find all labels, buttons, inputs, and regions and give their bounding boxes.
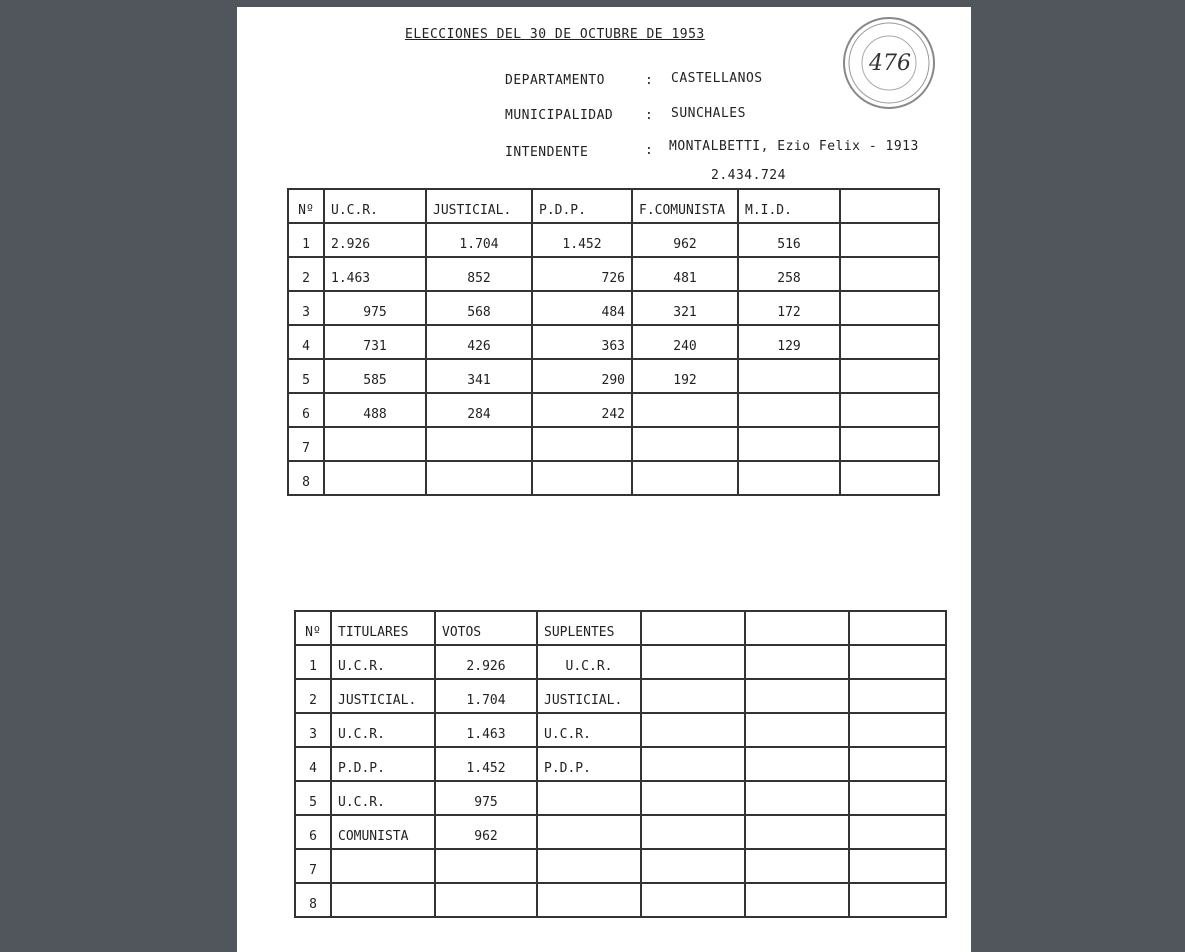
- cell-titular: U.C.R.: [331, 781, 435, 815]
- table-row: [288, 359, 939, 393]
- row-number: 8: [288, 461, 324, 495]
- header-sep: :: [645, 143, 654, 158]
- cell-ucr: 2.926: [324, 223, 426, 257]
- row-number: 3: [288, 291, 324, 325]
- header-cell: TITULARES: [331, 611, 435, 645]
- table-row: [295, 747, 946, 781]
- cell-justicial: 341: [426, 359, 532, 393]
- cell-titular: COMUNISTA: [331, 815, 435, 849]
- cell-empty: [641, 815, 745, 849]
- cell-pdp: 484: [532, 291, 632, 325]
- cell-titular: JUSTICIAL.: [331, 679, 435, 713]
- cell-empty: [840, 359, 939, 393]
- cell-empty: [849, 645, 946, 679]
- cell-ucr: 975: [324, 291, 426, 325]
- cell-empty: [745, 713, 849, 747]
- row-number: 2: [295, 679, 331, 713]
- cell-justicial: 284: [426, 393, 532, 427]
- cell-empty: [641, 883, 745, 917]
- cell-mid: [738, 359, 840, 393]
- table-row: [288, 291, 939, 325]
- header-cell: F.COMUNISTA: [632, 189, 738, 223]
- row-number: 7: [288, 427, 324, 461]
- cell-empty: [849, 781, 946, 815]
- cell-mid: [738, 461, 840, 495]
- cell-pdp: 726: [532, 257, 632, 291]
- header-label-municipalidad: MUNICIPALIDAD: [505, 108, 614, 123]
- cell-justicial: [426, 427, 532, 461]
- cell-titular: [331, 849, 435, 883]
- cell-justicial: 1.704: [426, 223, 532, 257]
- table-header-row: [295, 611, 946, 645]
- header-cell: [641, 611, 745, 645]
- row-number: 5: [295, 781, 331, 815]
- cell-empty: [840, 461, 939, 495]
- header-value-intendente: MONTALBETTI, Ezio Felix - 1913: [669, 139, 919, 154]
- cell-empty: [840, 257, 939, 291]
- cell-comunista: 481: [632, 257, 738, 291]
- row-number: 3: [295, 713, 331, 747]
- cell-empty: [745, 645, 849, 679]
- id-number: 2.434.724: [711, 168, 786, 183]
- header-label-departamento: DEPARTAMENTO: [505, 73, 605, 88]
- row-number: 1: [288, 223, 324, 257]
- table-row: [288, 461, 939, 495]
- cell-ucr: 488: [324, 393, 426, 427]
- row-number: 7: [295, 849, 331, 883]
- cell-votos: 1.463: [435, 713, 537, 747]
- header-cell: M.I.D.: [738, 189, 840, 223]
- cell-suplente: JUSTICIAL.: [537, 679, 641, 713]
- cell-votos: 975: [435, 781, 537, 815]
- table-row: [295, 815, 946, 849]
- cell-mid: [738, 393, 840, 427]
- cell-comunista: 321: [632, 291, 738, 325]
- cell-votos: [435, 883, 537, 917]
- table-row: [288, 257, 939, 291]
- cell-comunista: 962: [632, 223, 738, 257]
- cell-empty: [745, 849, 849, 883]
- cell-ucr: 731: [324, 325, 426, 359]
- cell-empty: [849, 815, 946, 849]
- cell-empty: [840, 325, 939, 359]
- cell-suplente: U.C.R.: [537, 713, 641, 747]
- table-row: [288, 223, 939, 257]
- cell-comunista: [632, 427, 738, 461]
- cell-empty: [840, 223, 939, 257]
- header-cell: [840, 189, 939, 223]
- seats-table: [294, 610, 947, 918]
- cell-mid: 258: [738, 257, 840, 291]
- cell-suplente: P.D.P.: [537, 747, 641, 781]
- cell-comunista: [632, 461, 738, 495]
- cell-suplente: U.C.R.: [537, 645, 641, 679]
- cell-mid: 516: [738, 223, 840, 257]
- header-cell: Nº: [295, 611, 331, 645]
- cell-pdp: [532, 427, 632, 461]
- cell-pdp: 242: [532, 393, 632, 427]
- cell-empty: [849, 679, 946, 713]
- cell-titular: [331, 883, 435, 917]
- table-row: [295, 645, 946, 679]
- cell-ucr: [324, 461, 426, 495]
- cell-empty: [641, 679, 745, 713]
- cell-justicial: 426: [426, 325, 532, 359]
- row-number: 6: [288, 393, 324, 427]
- row-number: 4: [295, 747, 331, 781]
- table-row: [288, 393, 939, 427]
- cell-ucr: 585: [324, 359, 426, 393]
- cell-empty: [849, 713, 946, 747]
- header-cell: [849, 611, 946, 645]
- cell-votos: 1.452: [435, 747, 537, 781]
- cell-empty: [849, 747, 946, 781]
- cell-votos: [435, 849, 537, 883]
- cell-ucr: 1.463: [324, 257, 426, 291]
- cell-empty: [840, 393, 939, 427]
- cell-empty: [641, 713, 745, 747]
- table-row: [295, 713, 946, 747]
- cell-justicial: 568: [426, 291, 532, 325]
- row-number: 5: [288, 359, 324, 393]
- header-sep: :: [645, 108, 654, 123]
- table-row: [295, 849, 946, 883]
- cell-empty: [641, 747, 745, 781]
- cell-pdp: 1.452: [532, 223, 632, 257]
- cell-suplente: [537, 849, 641, 883]
- header-cell: [745, 611, 849, 645]
- cell-suplente: [537, 815, 641, 849]
- results-table: [287, 188, 940, 496]
- cell-votos: 962: [435, 815, 537, 849]
- document-title: ELECCIONES DEL 30 DE OCTUBRE DE 1953: [405, 27, 705, 42]
- document-page: [237, 7, 971, 952]
- header-label-intendente: INTENDENTE: [505, 145, 589, 160]
- cell-empty: [849, 883, 946, 917]
- cell-empty: [745, 679, 849, 713]
- cell-votos: 1.704: [435, 679, 537, 713]
- cell-empty: [840, 427, 939, 461]
- cell-empty: [745, 781, 849, 815]
- header-cell: U.C.R.: [324, 189, 426, 223]
- cell-mid: [738, 427, 840, 461]
- table-row: [295, 679, 946, 713]
- cell-comunista: [632, 393, 738, 427]
- table-row: [288, 325, 939, 359]
- row-number: 4: [288, 325, 324, 359]
- row-number: 2: [288, 257, 324, 291]
- header-cell: VOTOS: [435, 611, 537, 645]
- cell-justicial: [426, 461, 532, 495]
- cell-empty: [641, 849, 745, 883]
- header-cell: JUSTICIAL.: [426, 189, 532, 223]
- header-sep: :: [645, 73, 654, 88]
- stamp-number: 476: [869, 51, 911, 76]
- cell-suplente: [537, 781, 641, 815]
- cell-justicial: 852: [426, 257, 532, 291]
- cell-comunista: 240: [632, 325, 738, 359]
- header-value-municipalidad: SUNCHALES: [671, 106, 746, 121]
- cell-empty: [849, 849, 946, 883]
- header-cell: Nº: [288, 189, 324, 223]
- cell-titular: P.D.P.: [331, 747, 435, 781]
- cell-titular: U.C.R.: [331, 645, 435, 679]
- table-row: [288, 427, 939, 461]
- cell-empty: [840, 291, 939, 325]
- cell-mid: 172: [738, 291, 840, 325]
- row-number: 1: [295, 645, 331, 679]
- cell-comunista: 192: [632, 359, 738, 393]
- row-number: 6: [295, 815, 331, 849]
- cell-empty: [745, 747, 849, 781]
- cell-votos: 2.926: [435, 645, 537, 679]
- cell-mid: 129: [738, 325, 840, 359]
- table-row: [295, 781, 946, 815]
- cell-suplente: [537, 883, 641, 917]
- cell-ucr: [324, 427, 426, 461]
- cell-pdp: [532, 461, 632, 495]
- header-cell: SUPLENTES: [537, 611, 641, 645]
- header-value-departamento: CASTELLANOS: [671, 71, 763, 86]
- cell-pdp: 363: [532, 325, 632, 359]
- cell-empty: [745, 815, 849, 849]
- cell-empty: [745, 883, 849, 917]
- header-cell: P.D.P.: [532, 189, 632, 223]
- official-stamp: [843, 17, 935, 109]
- cell-empty: [641, 781, 745, 815]
- table-row: [295, 883, 946, 917]
- row-number: 8: [295, 883, 331, 917]
- cell-empty: [641, 645, 745, 679]
- table-header-row: [288, 189, 939, 223]
- cell-titular: U.C.R.: [331, 713, 435, 747]
- cell-pdp: 290: [532, 359, 632, 393]
